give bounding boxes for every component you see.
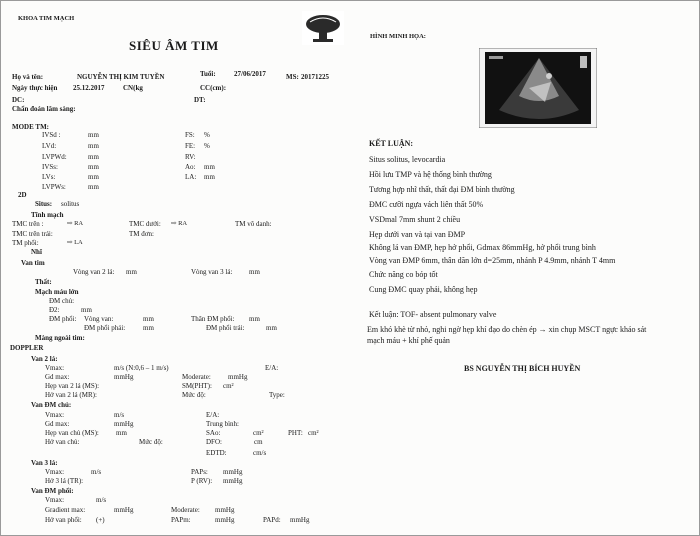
tm-unit: mm [88,183,99,191]
tm-unnamed-label: TM vô danh: [235,220,272,228]
situs-value: solitus [61,200,80,208]
tm-label: LVPWs: [42,183,66,191]
mitral-level-label: Mức độ: [182,391,206,399]
dt-label: DT: [194,96,206,104]
exam-date: 25.12.2017 [73,84,105,92]
conclusion-line: Tương hợp nhĩ thất, thất đại ĐM bình thường [369,185,515,194]
pulm-papd-label: PAPd: [263,516,281,524]
pulmonary-vein-label: TM phổi: [12,239,39,247]
weight-label: CN(kg [123,84,143,92]
tm-single-label: TM đơn: [129,230,154,238]
pulm-moderate-label: Moderate: [171,506,200,514]
mitral-stenosis-label: Hẹp van 2 lá (MS): [45,382,100,390]
tricuspid-regurg-label: Hở 3 lá (TR): [45,477,84,485]
tricuspid-prv-unit: mmHg [223,477,243,485]
aortic-stenosis-label: Hẹp van chủ (MS): [45,429,99,437]
aortic-dfo-unit: cm [254,438,263,446]
ventricle-heading: Thất: [35,278,52,286]
tricuspid-ring-unit: mm [249,268,260,276]
patient-name: NGUYỄN THỊ KIM TUYỀN [77,73,165,81]
tmc-upper-value: ⇨ RA [67,220,84,227]
mitral-moderate-unit: mmHg [228,373,248,381]
tmc-upper-left-label: TMC trên trái: [12,230,53,238]
conclusion-line: Situs solitus, levocardia [369,155,446,164]
aortic-dfo-label: DFO: [206,438,222,446]
tricuspid-paps-unit: mmHg [223,468,243,476]
pulm-moderate-unit: mmHg [215,506,235,514]
tm-unit: mm [88,163,99,171]
conclusion-summary: Kết luận: TOF- absent pulmonary valve [369,310,497,319]
clinical-note: Em khó khè từ nhỏ, nghi ngờ hẹp khí đạo do chèn ép → xin chụp MSCT ngực khảo sát [367,325,647,334]
echo-ultrasound-image [479,48,597,128]
illustration-label: HÌNH MINH HỌA: [370,33,426,40]
aortic-sao-unit: cm² [253,429,264,437]
mitral-gd-label: Gd max: [45,373,70,381]
mitral-ring-unit: mm [126,268,137,276]
clinical-note-continued: mạch máu + khí phế quản [367,336,450,345]
aortic-valve-heading: Van ĐM chủ: [31,401,72,409]
situs-label: Situs: [35,200,53,208]
mitral-ring-label: Vòng van 2 lá: [73,268,115,276]
aortic-pht-label: PHT: [288,429,303,437]
tm-unit: mm [88,131,99,139]
department-name: KHOA TIM MẠCH [18,15,75,22]
aortic-gd-label: Gd max: [45,420,70,428]
pulmonary-valve-heading: Van ĐM phổi: [31,487,74,495]
aortic-pht-unit: cm² [308,429,319,437]
clinical-diagnosis-label: Chẩn đoán lâm sàng: [12,105,76,113]
ms-label: MS: [286,73,299,81]
mitral-type-label: Type: [269,391,285,399]
valve-heading: Van tim [21,259,45,267]
mode-tm-heading: MODE TM: [12,123,50,131]
pulm-gradient-unit: mmHg [114,506,134,514]
tricuspid-ring-label: Vòng van 3 lá: [191,268,233,276]
atrium-heading: Nhĩ [31,248,42,256]
tm-label: LVd: [42,142,57,150]
aortic-level-label: Mức độ: [139,438,163,446]
aortic-gd-unit: mmHg [114,420,134,428]
veins-heading: Tĩnh mạch [31,211,64,219]
name-label: Họ và tên: [12,73,44,81]
mitral-moderate-label: Moderate: [182,373,211,381]
mitral-vmax-label: Vmax: [45,364,65,372]
tmc-lower-value: ⇨ RA [171,220,188,227]
pa-ring-label: Vòng van: [84,315,114,323]
tm-label: LVPWd: [42,153,67,161]
tm-right-label: FS: [185,131,195,139]
tricuspid-valve-heading: Van 3 lá: [31,459,58,467]
tricuspid-paps-label: PAPs: [191,468,208,476]
tm-label: IVSs: [42,163,58,171]
doppler-heading: DOPPLER [10,344,44,352]
pa-right-unit: mm [143,324,154,332]
conclusion-line: Chức năng co bóp tốt [369,270,438,279]
pulm-gradient-label: Gradient max: [45,506,86,514]
pa-ring-unit: mm [143,315,154,323]
age-label: Tuổi: [200,70,216,78]
tm-right-label: FE: [185,142,196,150]
patient-ms: 20171225 [301,73,329,81]
tm-right-unit: % [204,142,210,150]
aortic-vmax-unit: m/s [114,411,125,419]
tmc-upper-label: TMC trên : [12,220,44,228]
aortic-vmax-label: Vmax: [45,411,65,419]
mitral-vmax-unit: m/s (N:0,6 – 1 m/s) [114,364,169,372]
tm-right-label: LA: [185,173,197,181]
aortic-sao-label: SAo: [206,429,221,437]
pa-trunk-unit: mm [249,315,260,323]
pulm-papd-unit: mmHg [290,516,310,524]
tm-label: LVs: [42,173,56,181]
hospital-logo-icon [302,11,344,45]
height-label: CC(cm): [200,84,227,92]
conclusion-line: Hồi lưu TMP và hệ thống bình thường [369,170,492,179]
report-title: SIÊU ÂM TIM [129,38,219,53]
conclusion-heading: KẾT LUẬN: [369,139,414,148]
pulm-vmax-label: Vmax: [45,496,65,504]
mitral-sm-unit: cm² [223,382,234,390]
mitral-gd-unit: mmHg [114,373,134,381]
pa-left-label: ĐM phổi trái: [206,324,245,332]
tm-unit: mm [88,173,99,181]
pa-trunk-label: Thân ĐM phổi: [191,315,235,323]
aorta-label: ĐM chủ: [49,297,75,305]
d2-label: Đ2: [49,306,60,314]
tm-right-unit: % [204,131,210,139]
conclusion-line: VSDmal 7mm shunt 2 chiều [369,215,461,224]
tm-right-unit: mm [204,163,215,171]
aortic-regurg-label: Hở van chủ: [45,438,80,446]
pulm-papm-unit: mmHg [215,516,235,524]
aortic-mean-label: Trung bình: [206,420,240,428]
conclusion-line: Hẹp dưới van và tại van ĐMP [369,230,466,239]
aortic-edtd-label: EDTD: [206,449,227,457]
mitral-ea-label: E/A: [265,364,279,372]
mitral-regurg-label: Hở van 2 lá (MR): [45,391,97,399]
pa-left-unit: mm [266,324,277,332]
tm-right-unit: mm [204,173,215,181]
pulm-papm-label: PAPm: [171,516,191,524]
aortic-ea-label: E/A: [206,411,220,419]
pulm-regurg-label: Hở van phổi: [45,516,82,524]
aortic-stenosis-unit: mm [116,429,127,437]
tm-unit: mm [88,142,99,150]
tm-unit: mm [88,153,99,161]
conclusion-line: Không lá van ĐMP, hẹp hở phổi, Gdmax 86mmHg, hở phổi trung bình [369,243,596,252]
tricuspid-prv-label: P (RV): [191,477,213,485]
two-d-heading: 2D [18,191,27,199]
mitral-valve-heading: Van 2 lá: [31,355,58,363]
pulm-regurg-value: (+) [96,516,105,524]
pulmonary-vein-value: ⇨ LA [67,239,83,246]
dc-label: DC: [12,96,25,104]
conclusion-line: ĐMC cưỡi ngựa vách liên thất 50% [369,200,484,209]
pa-right-label: ĐM phổi phải: [84,324,126,332]
conclusion-line: Vòng van ĐMP 6mm, thân dãn lớn d=25mm, nhánh P 4.9mm, nhánh T 4mm [369,256,616,265]
doctor-signature: BS NGUYỄN THỊ BÍCH HUYỀN [464,364,581,373]
date-label: Ngày thực hiện [12,84,58,92]
tmc-lower-label: TMC dưới: [129,220,161,228]
pulm-vmax-unit: m/s [96,496,107,504]
tm-right-label: RV: [185,153,196,161]
tm-right-label: Ao: [185,163,196,171]
pulmonary-artery-label: ĐM phổi: [49,315,77,323]
tm-label: IVSd : [42,131,61,139]
conclusion-line: Cung ĐMC quay phải, không hẹp [369,285,478,294]
mitral-sm-label: SM(PHT): [182,382,212,390]
tricuspid-vmax-unit: m/s [91,468,102,476]
tricuspid-vmax-label: Vmax: [45,468,65,476]
pericardium-heading: Màng ngoài tim: [35,334,85,342]
aortic-edtd-unit: cm/s [253,449,267,457]
patient-age: 27/06/2017 [234,70,266,78]
great-arteries-heading: Mạch máu lớn [35,288,79,296]
d2-unit: mm [81,306,92,314]
